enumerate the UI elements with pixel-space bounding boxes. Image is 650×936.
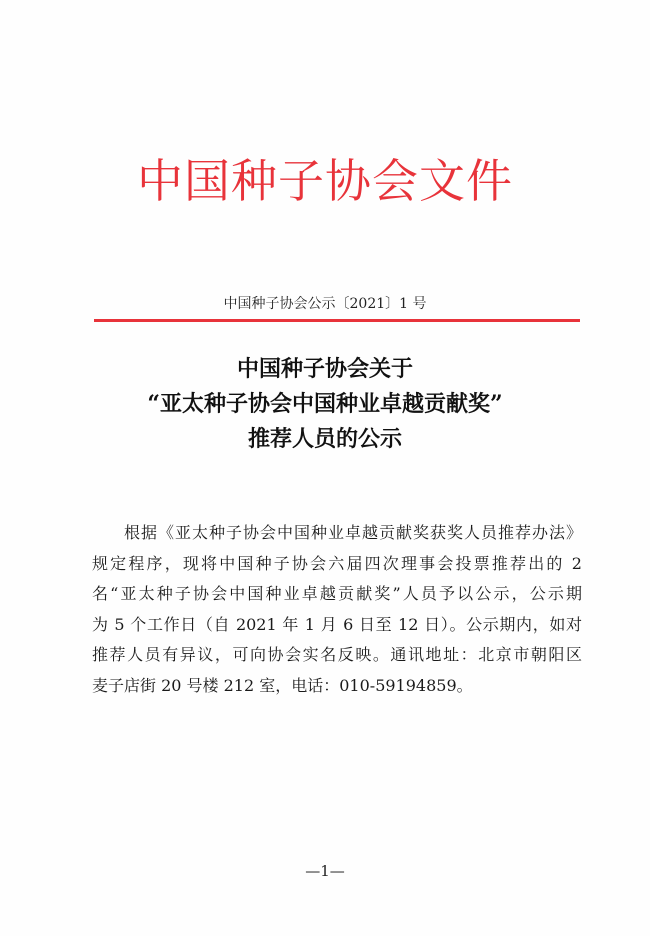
notice-title-line-2: “亚太种子协会中国种业卓越贡献奖” [147,391,503,417]
document-number: 中国种子协会公示〔2021〕1 号 [223,296,427,312]
notice-title [0,352,650,457]
red-divider-line [94,319,580,322]
document-header-title: 中国种子协会文件 [137,154,513,208]
body-line-1: 根据《亚太种子协会中国种业卓越贡献奖获奖人员推荐办法》 [124,523,582,542]
body-line-3: 名“亚太种子协会中国种业卓越贡献奖”人员予以公示，公示期 [92,584,582,604]
body-line-4: 为 5 个工作日（自 2021 年 1 月 6 日至 12 日）。公示期内，如对 [92,614,582,634]
body-line-5: 推荐人员有异议，可向协会实名反映。通讯地址：北京市朝阳区 [92,645,582,665]
notice-title-line-1: 中国种子协会关于 [236,356,413,382]
body-line-2: 规定程序，现将中国种子协会六届四次理事会投票推荐出的 2 [92,553,582,573]
notice-body [92,518,582,702]
page-number: —1— [305,862,345,880]
notice-title-line-3: 推荐人员的公示 [247,426,402,452]
body-line-6: 麦子店街 20 号楼 212 室，电话：010-59194859。 [92,675,473,695]
